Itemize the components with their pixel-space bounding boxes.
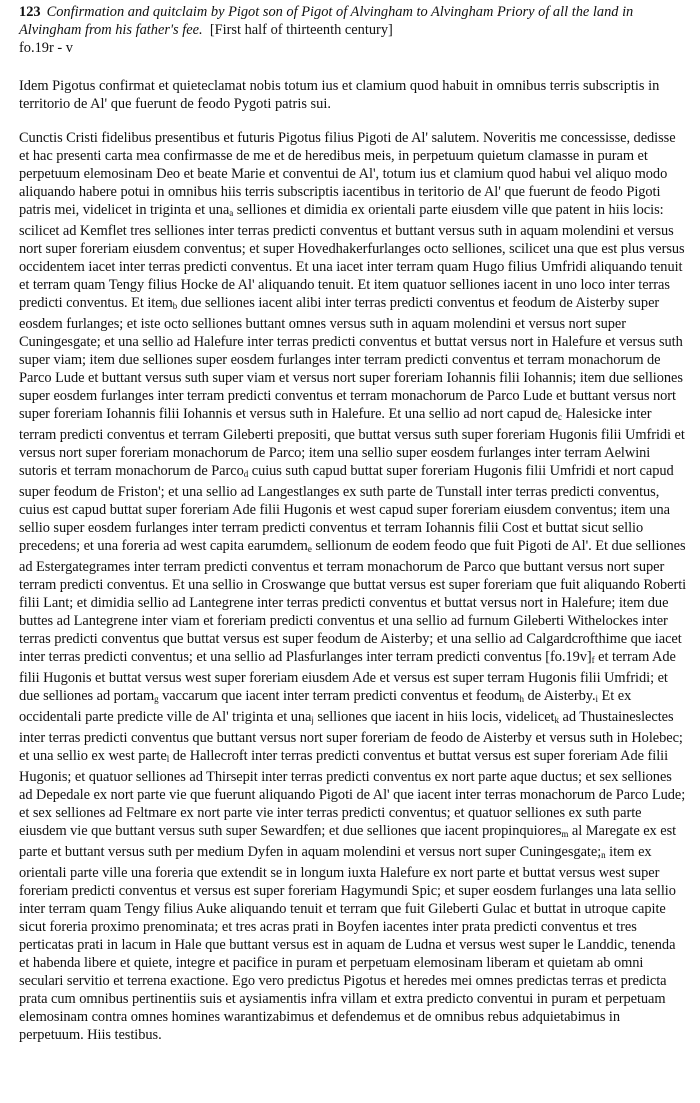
body-text-run: selliones que iacent in hiis locis, videlicet bbox=[313, 709, 555, 725]
body-text-run: item ex orientali parte ville una foreria que extendit se in longum iuxta Halefure ex nort parte et buttat versus west super foreriam predicti conventus et versus est super foreriam Hagymundi Spic; et super eosdem furlanges una lata sellio inter terram quam Tengy filius Auke aliquando tenuit et terram que fuit Gileberti Gulac et buttat in utroque capite sicut foreria proximo prenominata; et tres acras prati in Boyfen iacentes inter prata predicti conventus et tres perticatas prati in lacum in Hale que buttant versus est in aquam de Ludna et versus west super le Landdic, tenenda et habenda libere et quiete, integre et pacifice in puram et perpetuam elemosinam liberam et quietam ab omni seculari servitio et terrena exactione. Ego vero predictus Pigotus et heredes mei omnes predictas terras et predicta prata cum omnibus pertinentiis suis et aysiamentis infra villam et extra predicto conventui in puram et perpetuam elemosinam contra omnes homines warantizabimus et defendemus et de omnibus rebus adquietabimus in perpetuum. Hiis testibus. bbox=[19, 844, 676, 1043]
body-text-run: al Maregate ex est parte et buttant versus suth per medium Dyfen in aquam molendini et versus nort super Cuningesgate; bbox=[19, 823, 677, 860]
body-text-run: Cunctis Cristi fidelibus presentibus et futuris Pigotus filius Pigoti de Al' salutem. Noveritis me concessisse, dedisse et hac presenti carta mea confirmasse de me et de heredibus meis, in perpetuum quietum clamasse in puram et perpetuum elemosinam Deo et beate Marie et conventui de Al', totum ius et clamium quod habui vel aliquo modo aliquando habere potui in omnibus hiis terris subscriptis iacentibus in teritorio de Al' que fuerunt de feodo Pigoti patris mei, videlicet in triginta et una bbox=[19, 130, 676, 218]
footnote-marker: m bbox=[561, 829, 569, 839]
footnote-marker: g bbox=[154, 694, 159, 704]
footnote-marker: h bbox=[519, 694, 524, 704]
charter-text bbox=[19, 129, 688, 1044]
body-text-run: cuius suth capud buttat super foreriam Hugonis filii Umfridi et nort capud super feodum de Friston'; et una sellio ad Langestlanges ex suth parte de Tunstall inter terras predicti conventus, cuius est capud buttat super foreriam Ade filii Hugonis et west capud super foreriam eiusdem conventus; item una sellio super eosdem furlanges inter terram predicti conventus et terram Iohannis filii Cost et buttat sicut sellio precedens; et una foreria ad west capita earumdem bbox=[19, 463, 674, 554]
footnote-marker: d bbox=[243, 469, 249, 479]
footnote-marker: b bbox=[172, 301, 178, 311]
entry-number: 123 bbox=[19, 4, 41, 20]
footnote-marker: c bbox=[558, 412, 562, 422]
body-text-run: de Aisterby. bbox=[523, 688, 596, 704]
summary-paragraph: Idem Pigotus confirmat et quieteclamat nobis totum ius et clamium quod habuit in omnibus terris subscriptis in territorio de Al' que fuerunt de feodo Pygoti patris sui. bbox=[19, 78, 660, 112]
body-text-run: due selliones iacent alibi inter terras predicti conventus et feodum de Aisterby super eosdem furlanges; et iste octo selliones buttant omnes versus suth in aquam molendini et versus nort super Cuningesgate; et una sellio ad Halefure inter terras predicti conventus et buttat versus nort in Halefure et versus suth super viam; item due selliones super eosdem furlanges inter terram predicti conventus et terram monachorum de Parco Lude et buttant versus suth super viam et versus nort super foreriam Iohannis filii Iohannis; item due selliones super eosdem furlanges inter terram predicti conventus et terram monachorum de Parco Lude et buttant versus nort super foreriam Iohannis filii Iohannis et versus suth in Halefure. Et una sellio ad nort capud de bbox=[19, 295, 683, 422]
body-text-run: selliones et dimidia ex orientali parte eiusdem ville que patent in hiis locis: scilicet ad Kemflet tres selliones inter terras predicti conventus et buttant versus suth in aquam molendini et versus nort super foreriam eiusdem conventus; et super Hovedhakerfurlanges octo selliones, scilicet una que est plus versus occidentem iacet inter terras predicti conventus. Et una iacet inter terram quam Hugo filius Umfridi aliquando tenuit et terram quam Tengy filius Hocke de Al' aliquando tenuit. Et item quatuor selliones iacent in uno loco inter terras predicti conventus. Et item bbox=[19, 202, 685, 311]
footnote-marker: j bbox=[311, 715, 314, 725]
body-text-run: de Hallecroft inter terras predicti conventus et buttat versus est super foreriam Ade filii Hugonis; et quatuor selliones ad Thirsepit inter terras predicti conventus ex nort parte aque ductus; et sex selliones ad Depedale ex nort parte vie que fuerunt aliquando Pigoti de Al' que iacent inter terras monachorum de Parco Lude; et sex selliones ad Feltmare ex nort parte vie inter terras predicti conventus; et quatuor selliones ex suth parte eiusdem vie que buttant versus suth super Sewardfen; et due selliones que iacent propinquiores bbox=[19, 748, 686, 839]
entry-title: Confirmation and quitclaim by Pigot son of Pigot of Alvingham to Alvingham Priory of all the land in Alvingham from his father's fee. bbox=[19, 4, 634, 38]
body-text-run: Et ex occidentali parte predicte ville de Al' triginta et una bbox=[19, 688, 632, 725]
footnote-marker: a bbox=[229, 208, 234, 218]
entry-heading bbox=[19, 3, 688, 39]
footnote-marker: i bbox=[595, 694, 598, 704]
footnote-marker: f bbox=[591, 655, 595, 665]
entry-date: [First half of thirteenth century] bbox=[209, 22, 393, 38]
footnote-marker: n bbox=[601, 850, 606, 860]
folio-reference: fo.19r - v bbox=[19, 40, 73, 56]
body-text-run: et terram Ade filii Hugonis et buttat versus west super foreriam eiusdem Ade et versus est super terram Hugonis filii Umfridi; et due selliones ad portam bbox=[19, 649, 676, 704]
body-text-run: sellionum de eodem feodo que fuit Pigoti de Al'. Et due selliones ad Estergategrames inter terram predicti conventus et terram monachorum de Parco que buttant versus nort super terram predicti conventus. Et una sellio in Croswange que buttat versus est super foreriam que fuit aliquando Roberti filii Lant; et dimidia sellio ad Lantegrene inter terras predicti conventus et buttat versus nort in Halefure; item due buttes ad Lantegrene inter viam et foreriam predicti conventus et una sellio ad furnum Gileberti Withelockes inter terras predicti conventus que buttat versus est super feodum de Aisterby; et una sellio ad Calgardcrofthime que iacet inter terras predicti conventus; et una sellio ad Plasfurlanges inter terram predicti conventus [fo.19v] bbox=[19, 538, 687, 665]
footnote-marker: k bbox=[554, 715, 559, 725]
body-text-run: Halesicke inter terram predicti conventus et terram Gileberti prepositi, que buttat versus suth super foreriam Hugonis filii Umfridi et versus nort super foreriam monachorum de Parco; item una sellio super eosdem furlanges inter terram Aelwini sutoris et terram monachorum de Parco bbox=[19, 406, 685, 479]
body-text-run: vaccarum que iacent inter terram predicti conventus et feodum bbox=[158, 688, 520, 704]
footnote-marker: e bbox=[307, 544, 312, 554]
body-text-run: ad Thustaineslectes inter terras predicti conventus que buttant versus nort super foreriam de feodo de Aisterby et versus suth in Holebec; et una sellio ex west parte bbox=[19, 709, 683, 764]
footnote-marker: l bbox=[166, 754, 170, 764]
